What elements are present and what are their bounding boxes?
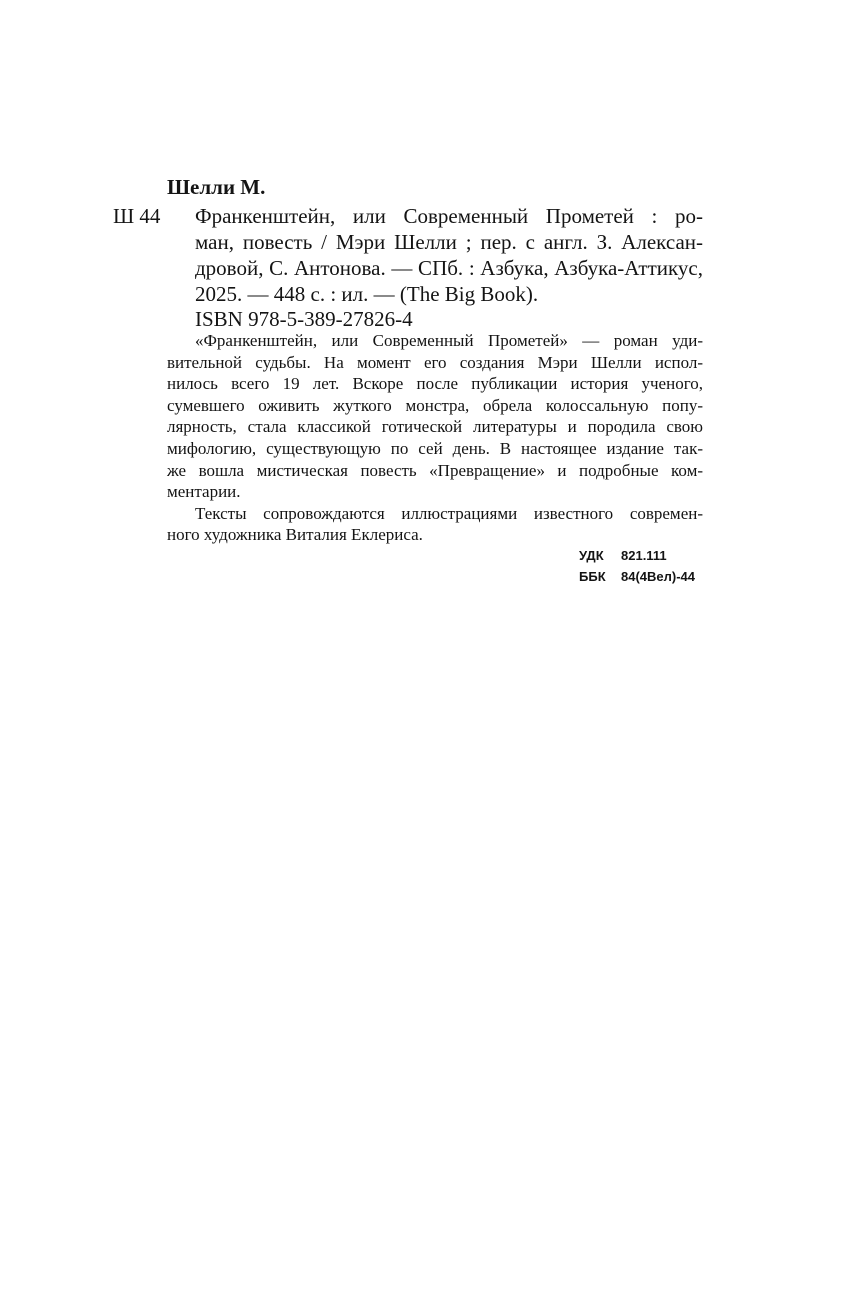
annotation-line: Тексты сопровождаются иллюстрациями известного современ- [195,503,703,523]
bbk-label: ББК [579,569,606,584]
annotation-line: же вошла мистическая повесть «Превращение» и подробные ком- [167,460,703,480]
bibliographic-line: 2025. — 448 с. : ил. — (The Big Book). [195,282,539,306]
annotation-line: лярность, стала классикой готической литературы и породила свою [167,417,703,437]
bbk-classification [579,566,695,587]
annotation-line: ного художника Виталия Еклериса. [167,525,423,545]
bbk-value: 84(4Вел)-44 [621,569,696,584]
isbn-number: ISBN 978-5-389-27826-4 [195,307,413,331]
bibliographic-line: дровой, С. Антонова. — СПб. : Азбука, Азбука-Аттикус, [195,256,703,280]
annotation-line: нилось всего 19 лет. Вскоре после публикации история ученого, [167,374,703,394]
udk-label: УДК [579,548,604,563]
annotation-line: сумевшего оживить жуткого монстра, обрела колоссальную попу- [167,395,703,415]
cutter-code: Ш 44 [113,204,161,228]
bibliographic-line: Франкенштейн, или Современный Прометей : ро- [195,204,703,228]
udk-value: 821.111 [621,548,667,563]
annotation-line: ментарии. [167,482,241,502]
annotation-line: вительной судьбы. На момент его создания Мэри Шелли испол- [167,352,703,372]
bibliographic-line: ман, повесть / Мэри Шелли ; пер. с англ. З. Алексан- [195,230,703,254]
annotation-line: «Франкенштейн, или Современный Прометей» — роман уди- [195,331,703,350]
author-heading: Шелли М. [167,175,266,199]
annotation-line: мифологию, существующую по сей день. В настоящее издание так- [167,439,703,458]
udk-classification [579,545,667,566]
